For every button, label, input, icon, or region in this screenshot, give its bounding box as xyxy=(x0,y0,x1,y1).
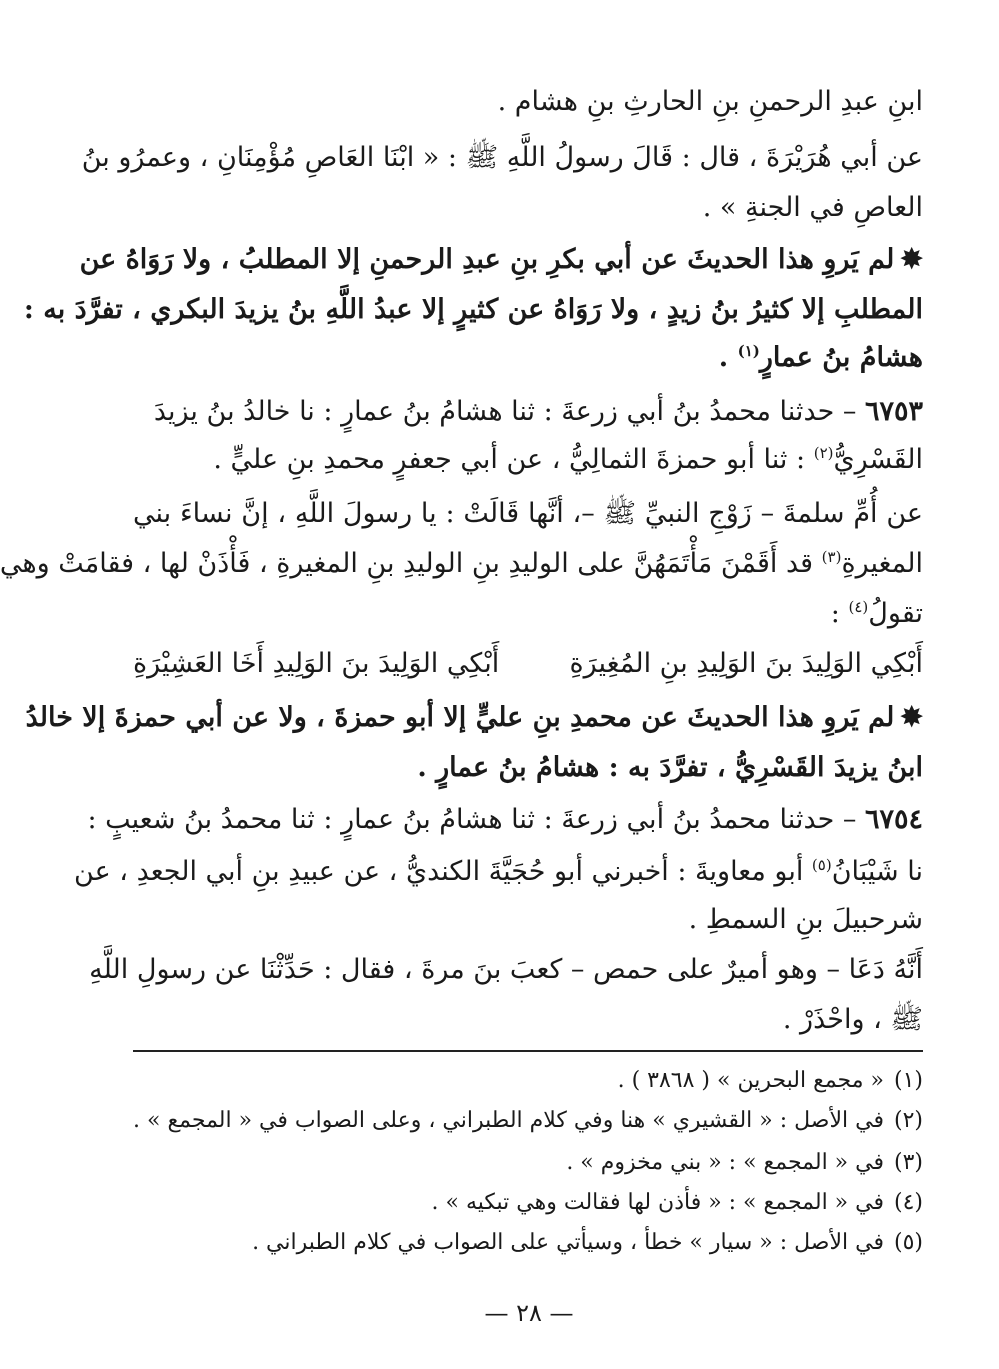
asterisk-icon: ✸ xyxy=(900,244,923,275)
footnote-ref: (٣) xyxy=(821,548,842,566)
footnote xyxy=(133,1064,923,1098)
line-text: عن أُمِّ سلمةَ – زَوْجِ النبيِّ ﷺ –، أنَّها قَالَتْ : يا رسولَ اللَّهِ ، إنَّ نساءَ بني xyxy=(133,498,923,529)
text-line xyxy=(133,900,923,940)
line-text: : ثنا أبو حمزةَ الثمالِيُّ ، عن أبي جعفرٍ محمدِ بنِ عليٍّ . xyxy=(213,444,814,475)
footnote-ref: (٢) xyxy=(813,444,834,462)
text-line xyxy=(133,494,923,534)
footnote-mark: (٢) xyxy=(893,1108,923,1133)
line-text: ابنِ عبدِ الرحمنِ بنِ الحارثِ بنِ هشام . xyxy=(497,86,923,117)
line-text: المطلبِ إلا كثيرُ بنُ زيدٍ ، ولا رَوَاهُ عن كثيرٍ إلا عبدُ اللَّهِ بنُ يزيدَ البكري ، تفرَّدَ به : xyxy=(23,294,923,325)
footnote-mark: (٤) xyxy=(893,1190,923,1215)
hadith-number: ٦٧٥٤ xyxy=(864,804,923,835)
line-text: شرحبيلَ بنِ السمطِ . xyxy=(688,904,923,935)
line-text: هشامُ بنُ عمارٍ xyxy=(759,342,923,373)
footnote-text: في الأصل : « سيار » خطأ ، وسيأتي على الصواب في كلام الطبراني . xyxy=(252,1230,884,1255)
footnote-mark: (٥) xyxy=(893,1230,923,1255)
line-text: – حدثنا محمدُ بنُ أبي زرعةَ : ثنا هشامُ بنُ عمارٍ : ثنا محمدُ بنُ شعيبٍ : xyxy=(87,804,857,835)
line-text: – حدثنا محمدُ بنُ أبي زرعةَ : ثنا هشامُ بنُ عمارٍ : نا خالدُ بنُ يزيدَ xyxy=(153,396,857,427)
footnote-mark: (٣) xyxy=(893,1150,923,1175)
line-text: أَنَّهُ دَعَا – وهو أميرٌ على حمص – كعبَ بنَ مرةَ ، فقال : حَدِّثْنَا عن رسولِ اللَّهِ xyxy=(89,954,923,985)
footnote-ref: (١) xyxy=(737,342,760,360)
text-line xyxy=(133,82,923,122)
line-text: : xyxy=(830,598,849,629)
line-text: القَسْرِيُّ xyxy=(833,444,923,475)
footnote-mark: (١) xyxy=(893,1068,923,1093)
line-text: قد أَقَمْنَ مَأْتَمَهُنَّ على الوليدِ بنِ الوليدِ بنِ المغيرةِ ، فَأْذَنْ لها ، فقامَتْ وهي xyxy=(0,548,822,579)
verse-hemistich-second: أَبْكِي الوَلِيدَ بنَ الوَلِيدِ أَخَا العَشِيْرَةِ xyxy=(133,648,500,679)
text-line xyxy=(133,594,923,634)
text-line xyxy=(0,544,923,584)
line-text: ﷺ ، واحْذَرْ . xyxy=(782,1004,923,1035)
verse-hemistich-first: أَبْكِي الوَلِيدَ بنَ الوَلِيدِ بنِ المُغِيرَةِ xyxy=(569,648,923,679)
line-text: أبو معاويةَ : أخبرني أبو حُجَيَّةَ الكنديُّ ، عن عبيدِ بنِ أبي الجعدِ ، عن xyxy=(74,856,812,887)
line-text: المغيرةِ xyxy=(841,548,923,579)
text-line xyxy=(79,240,923,280)
line-text: لم يَروِ هذا الحديثَ عن محمدِ بنِ عليٍّ إلا أبو حمزةَ ، ولا عن أبي حمزةَ إلا خالدُ xyxy=(25,702,895,733)
text-line xyxy=(81,138,923,178)
footnote-ref: (٤) xyxy=(848,598,869,616)
footnote-text: « مجمع البحرين » ( ٣٨٦٨ ) . xyxy=(617,1068,884,1093)
hadith-heading xyxy=(87,800,923,840)
text-line xyxy=(133,440,923,480)
line-text: عن أبي هُرَيْرَةَ ، قال : قَالَ رسولُ اللَّهِ ﷺ : « ابْنَا العَاصِ مُؤْمِنَانِ ، وعمرُو بنُ xyxy=(81,142,923,173)
text-line xyxy=(23,290,923,330)
footnote xyxy=(133,1146,923,1180)
footnote-divider xyxy=(133,1050,923,1052)
footnote-text: في « المجمع » : « بني مخزوم » . xyxy=(566,1150,884,1175)
line-text: . xyxy=(718,342,738,373)
text-line xyxy=(74,852,923,892)
footnote xyxy=(133,1104,923,1138)
line-text: ابنُ يزيدَ القَسْرِيُّ ، تفرَّدَ به : هشامُ بنُ عمارٍ . xyxy=(417,752,923,783)
hadith-number: ٦٧٥٣ xyxy=(864,396,923,427)
asterisk-icon: ✸ xyxy=(900,702,923,733)
page-number: — ٢٨ — xyxy=(484,1299,574,1327)
footnote-text: في « المجمع » : « فأذن لها فقالت وهي تبكيه » . xyxy=(431,1190,884,1215)
hadith-heading xyxy=(133,392,923,432)
text-line xyxy=(25,698,923,738)
text-line xyxy=(133,748,923,788)
footnote xyxy=(133,1226,923,1260)
text-line xyxy=(133,188,923,228)
line-text: العاصِ في الجنةِ » . xyxy=(702,192,923,223)
line-text: نا شَيْبَانُ xyxy=(831,856,923,887)
footnote-ref: (٥) xyxy=(811,856,832,874)
footnote xyxy=(133,1186,923,1220)
footnote-text: في الأصل : « القشيري » هنا وفي كلام الطبراني ، وعلى الصواب في « المجمع » . xyxy=(133,1108,884,1133)
line-text: لم يَروِ هذا الحديثَ عن أبي بكرِ بنِ عبدِ الرحمنِ إلا المطلبُ ، ولا رَوَاهُ عن xyxy=(79,244,895,275)
text-line xyxy=(89,950,923,990)
text-line xyxy=(133,338,923,378)
text-line xyxy=(133,1000,923,1040)
line-text: تقولُ xyxy=(868,598,923,629)
poem-verse xyxy=(133,644,923,684)
